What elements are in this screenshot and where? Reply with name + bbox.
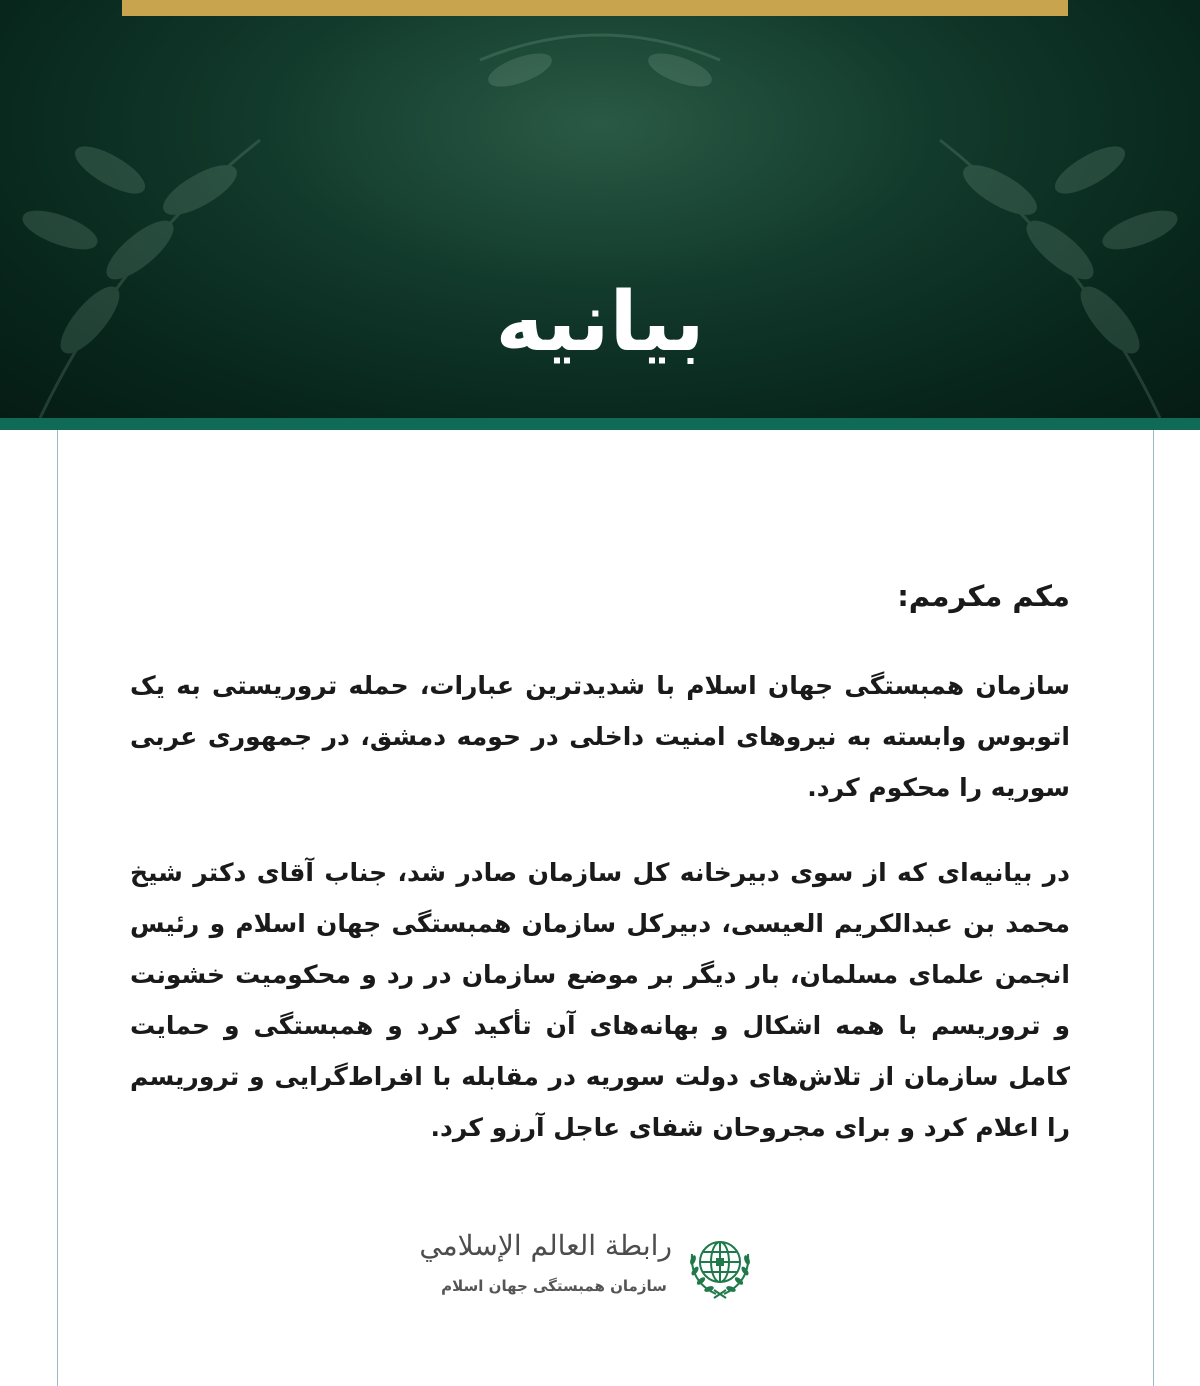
globe-wreath-emblem-icon bbox=[680, 1224, 760, 1304]
teal-divider-strip bbox=[0, 418, 1200, 430]
logo-persian-name: سازمان همبستگی جهان اسلام bbox=[441, 1277, 667, 1295]
paragraph-statement-details: در بیانیه‌ای که از سوی دبیرخانه کل سازمان صادر شد، جناب آقای دکتر شیخ محمد بن عبدالکریم العیسی، دبیرکل سازمان همبستگی جهان اسلام و رئیس انجمن علمای مسلمان، بار دیگر بر موضع سازمان در رد و محکومیت خشونت و تروریسم با همه اشکال و بهانه‌های آن تأکید کرد و همبستگی و حمایت کامل سازمان از تلاش‌های دولت سوریه در مقابله با افراط‌گرایی و تروریسم را اعلام کرد و برای مجروحان شفای عاجل آرزو کرد. bbox=[130, 858, 1070, 1142]
header-banner bbox=[0, 0, 1200, 418]
gold-accent-bar bbox=[122, 0, 1068, 16]
salutation: مکم مکرمم: bbox=[897, 579, 1070, 613]
paragraph-condemnation: سازمان همبستگی جهان اسلام با شدیدترین عبارات، حمله تروریستی به یک اتوبوس وابسته به نیروهای امنیت داخلی در حومه دمشق، در جمهوری عربی سوریه را محکوم کرد. bbox=[130, 671, 1070, 802]
page-title: بیانیه bbox=[495, 275, 705, 370]
organization-logo bbox=[419, 1222, 760, 1312]
logo-arabic-name: رابطة العالم الإسلامي bbox=[419, 1229, 672, 1262]
statement-body bbox=[130, 572, 1070, 1187]
frame-line-left bbox=[57, 430, 58, 1386]
frame-line-right bbox=[1153, 430, 1154, 1386]
